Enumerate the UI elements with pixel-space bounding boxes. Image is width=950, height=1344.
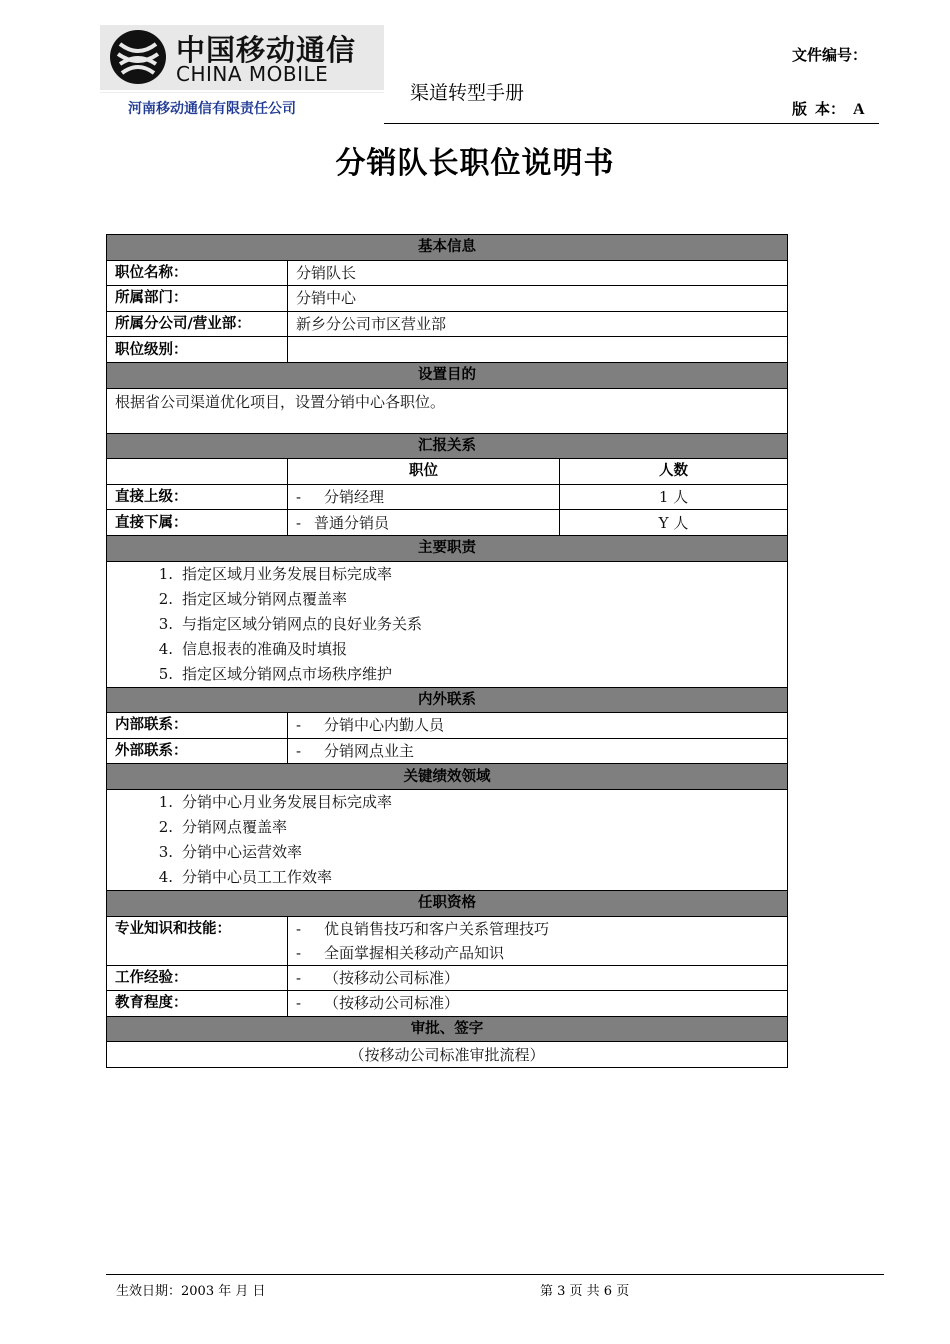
label-subordinate: 直接下属： [107,510,288,536]
purpose-text: 根据省公司渠道优化项目，设置分销中心各职位。 [107,388,788,433]
column-position: 职位 [288,459,560,485]
section-reporting: 汇报关系 [107,433,788,459]
version-value: A [853,101,865,118]
list-item: 4. 分销中心员工工作效率 [158,867,333,886]
logo-english-text: CHINA MOBILE [176,62,329,86]
subordinate-position-text: 普通分销员 [314,513,390,532]
page-number: 第 3 页 共 6 页 [540,1284,630,1299]
job-description-table [106,234,788,1068]
kpi-list [115,790,779,890]
section-contacts: 内外联系 [107,687,788,713]
version-line [792,98,865,119]
section-basic-info: 基本信息 [107,235,788,261]
education-value: - （按移动公司标准） [288,991,788,1017]
label-external-contact: 外部联系： [107,738,288,764]
bullet-dash: - [296,716,302,735]
logo-chinese-text: 中国移动通信 [176,33,357,67]
external-contact-text: 分销网点业主 [324,742,415,761]
list-item: - 优良销售技巧和客户关系管理技巧 [296,919,550,938]
section-purpose: 设置目的 [107,362,788,388]
approval-text: （按移动公司标准审批流程） [107,1042,788,1068]
section-qualifications: 任职资格 [107,890,788,916]
list-item: 3. 与指定区域分销网点的良好业务关系 [158,614,423,633]
list-item: 4. 信息报表的准确及时填报 [158,639,348,658]
bullet-dash: - [296,742,302,761]
footer-rule [106,1274,884,1275]
manual-title: 渠道转型手册 [410,82,525,104]
document-number-label: 文件编号： [792,46,868,64]
label-supervisor: 直接上级： [107,484,288,510]
list-item: 3. 分销中心运营效率 [158,842,303,861]
label-internal-contact: 内部联系： [107,713,288,739]
value-position-name: 分销队长 [288,260,788,286]
label-experience: 工作经验： [107,965,288,991]
value-grade [288,337,788,363]
label-grade: 职位级别： [107,337,288,363]
version-label-b: 本： [815,100,846,118]
china-mobile-logo-icon [108,28,168,86]
list-item: 1. 分销中心月业务发展目标完成率 [158,792,393,811]
value-department: 分销中心 [288,286,788,312]
header-rule [384,123,879,124]
label-skills: 专业知识和技能： [107,916,288,965]
effective-date: 生效日期：2003 年 月 日 [116,1284,266,1299]
skills-cell [288,916,788,965]
list-item: 2. 指定区域分销网点覆盖率 [158,589,348,608]
bullet-dash: - [296,513,302,532]
supervisor-count: 1 人 [560,484,788,510]
external-contact [288,738,788,764]
section-approval: 审批、签字 [107,1016,788,1042]
label-department: 所属部门： [107,286,288,312]
label-branch: 所属分公司/营业部： [107,311,288,337]
internal-contact-text: 分销中心内勤人员 [324,716,445,735]
internal-contact [288,713,788,739]
label-position-name: 职位名称： [107,260,288,286]
column-count: 人数 [560,459,788,485]
experience-value: - （按移动公司标准） [288,965,788,991]
version-label-a: 版 [792,100,808,118]
company-name: 河南移动通信有限责任公司 [128,101,296,117]
subordinate-position [288,510,560,536]
list-item: 2. 分销网点覆盖率 [158,817,288,836]
value-branch: 新乡分公司市区营业部 [288,311,788,337]
section-kpi: 关键绩效领域 [107,764,788,790]
reporting-header-empty [107,459,288,485]
page-title: 分销队长职位说明书 [335,146,615,181]
section-duties: 主要职责 [107,535,788,561]
kpi-list-cell [107,789,788,890]
list-item: - 全面掌握相关移动产品知识 [296,943,505,962]
label-education: 教育程度： [107,991,288,1017]
list-item: 1. 指定区域月业务发展目标完成率 [158,564,393,583]
supervisor-position [288,484,560,510]
supervisor-position-text: 分销经理 [324,488,385,507]
duties-list-cell [107,561,788,687]
list-item: 5. 指定区域分销网点市场秩序维护 [158,664,393,683]
bullet-dash: - [296,488,302,507]
subordinate-count: Y 人 [560,510,788,536]
duties-list [115,562,779,687]
